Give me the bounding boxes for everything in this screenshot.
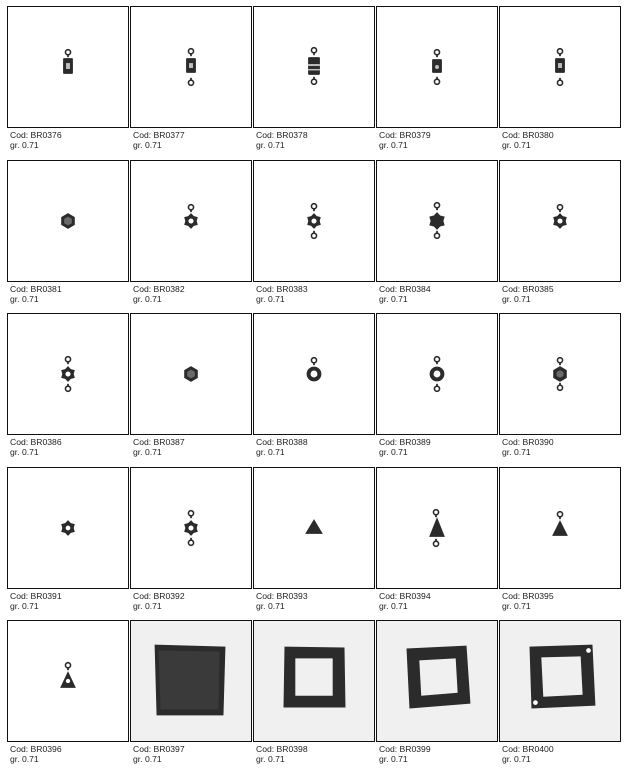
product-card bbox=[376, 467, 499, 620]
product-image bbox=[8, 621, 128, 741]
product-caption bbox=[379, 130, 431, 150]
product-card bbox=[376, 620, 499, 773]
product-code: Cod: BR0385 bbox=[502, 283, 554, 294]
product-image bbox=[131, 468, 251, 588]
product-image bbox=[8, 161, 128, 281]
product-card bbox=[130, 313, 253, 466]
product-card bbox=[7, 467, 130, 620]
product-weight: gr. 0.71 bbox=[10, 447, 39, 457]
product-weight: gr. 0.71 bbox=[502, 754, 531, 764]
product-photo-frame bbox=[499, 620, 621, 742]
product-caption bbox=[502, 130, 554, 150]
product-caption bbox=[133, 437, 185, 457]
product-code: Cod: BR0391 bbox=[10, 590, 62, 601]
product-weight: gr. 0.71 bbox=[10, 754, 39, 764]
catalog-row bbox=[7, 6, 622, 160]
product-image bbox=[500, 468, 620, 588]
product-photo-frame bbox=[499, 6, 621, 128]
product-image bbox=[131, 314, 251, 434]
product-code: Cod: BR0400 bbox=[502, 744, 554, 754]
product-code: Cod: BR0382 bbox=[133, 283, 185, 294]
product-card bbox=[253, 467, 376, 620]
product-card bbox=[130, 620, 253, 773]
product-caption bbox=[502, 591, 554, 611]
product-caption bbox=[379, 744, 431, 764]
product-card bbox=[499, 313, 622, 466]
product-photo-frame bbox=[376, 6, 498, 128]
product-code: Cod: BR0381 bbox=[10, 283, 62, 294]
product-code: Cod: BR0380 bbox=[502, 130, 554, 140]
product-weight: gr. 0.71 bbox=[502, 600, 531, 611]
product-code: Cod: BR0377 bbox=[133, 130, 185, 140]
product-card bbox=[499, 160, 622, 313]
product-card bbox=[253, 313, 376, 466]
product-card bbox=[7, 620, 130, 773]
catalog-grid bbox=[7, 6, 622, 774]
product-card bbox=[499, 620, 622, 773]
product-caption bbox=[256, 591, 308, 611]
product-image bbox=[8, 314, 128, 434]
product-card bbox=[7, 6, 130, 159]
product-weight: gr. 0.71 bbox=[502, 447, 531, 457]
product-weight: gr. 0.71 bbox=[133, 447, 162, 457]
product-image bbox=[254, 621, 374, 741]
catalog-row bbox=[7, 467, 622, 621]
product-image bbox=[500, 7, 620, 127]
product-caption bbox=[379, 591, 431, 611]
catalog-row bbox=[7, 620, 622, 774]
product-weight: gr. 0.71 bbox=[379, 293, 408, 304]
product-photo-frame bbox=[253, 620, 375, 742]
product-photo-frame bbox=[130, 160, 252, 282]
product-photo-frame bbox=[499, 313, 621, 435]
product-code: Cod: BR0386 bbox=[10, 437, 62, 447]
product-caption bbox=[133, 744, 185, 764]
product-weight: gr. 0.71 bbox=[379, 600, 408, 611]
product-image bbox=[377, 314, 497, 434]
product-photo-frame bbox=[253, 467, 375, 589]
product-image bbox=[500, 621, 620, 741]
product-code: Cod: BR0379 bbox=[379, 130, 431, 140]
product-photo-frame bbox=[376, 467, 498, 589]
product-card bbox=[376, 313, 499, 466]
product-caption bbox=[133, 284, 185, 304]
product-image bbox=[131, 161, 251, 281]
product-code: Cod: BR0388 bbox=[256, 437, 308, 447]
product-image bbox=[254, 161, 374, 281]
product-photo-frame bbox=[376, 620, 498, 742]
product-code: Cod: BR0383 bbox=[256, 283, 308, 294]
product-photo-frame bbox=[253, 160, 375, 282]
product-card bbox=[130, 6, 253, 159]
product-weight: gr. 0.71 bbox=[133, 754, 162, 764]
product-photo-frame bbox=[7, 160, 129, 282]
product-image bbox=[500, 161, 620, 281]
product-image bbox=[131, 7, 251, 127]
product-photo-frame bbox=[130, 313, 252, 435]
product-photo-frame bbox=[7, 620, 129, 742]
product-weight: gr. 0.71 bbox=[10, 140, 39, 150]
product-weight: gr. 0.71 bbox=[133, 293, 162, 304]
product-code: Cod: BR0397 bbox=[133, 744, 185, 754]
product-photo-frame bbox=[7, 6, 129, 128]
product-photo-frame bbox=[376, 160, 498, 282]
product-weight: gr. 0.71 bbox=[256, 754, 285, 764]
product-weight: gr. 0.71 bbox=[256, 600, 285, 611]
product-code: Cod: BR0396 bbox=[10, 744, 62, 754]
product-weight: gr. 0.71 bbox=[502, 293, 531, 304]
product-image bbox=[377, 468, 497, 588]
product-photo-frame bbox=[499, 160, 621, 282]
product-image bbox=[500, 314, 620, 434]
product-card bbox=[376, 6, 499, 159]
product-weight: gr. 0.71 bbox=[379, 754, 408, 764]
product-caption bbox=[133, 591, 185, 611]
product-card bbox=[253, 6, 376, 159]
product-photo-frame bbox=[253, 313, 375, 435]
product-weight: gr. 0.71 bbox=[256, 140, 285, 150]
product-caption bbox=[379, 437, 431, 457]
product-weight: gr. 0.71 bbox=[10, 600, 39, 611]
product-image bbox=[377, 621, 497, 741]
product-code: Cod: BR0394 bbox=[379, 590, 431, 601]
product-card bbox=[253, 160, 376, 313]
product-caption bbox=[10, 591, 62, 611]
product-caption bbox=[379, 284, 431, 304]
product-image bbox=[8, 468, 128, 588]
product-caption bbox=[10, 744, 62, 764]
product-code: Cod: BR0399 bbox=[379, 744, 431, 754]
product-card bbox=[130, 160, 253, 313]
product-image bbox=[8, 7, 128, 127]
product-code: Cod: BR0390 bbox=[502, 437, 554, 447]
product-image bbox=[131, 621, 251, 741]
product-code: Cod: BR0398 bbox=[256, 744, 308, 754]
product-photo-frame bbox=[7, 467, 129, 589]
product-weight: gr. 0.71 bbox=[133, 600, 162, 611]
product-caption bbox=[133, 130, 185, 150]
product-image bbox=[254, 314, 374, 434]
product-code: Cod: BR0378 bbox=[256, 130, 308, 140]
product-code: Cod: BR0387 bbox=[133, 437, 185, 447]
product-photo-frame bbox=[253, 6, 375, 128]
product-photo-frame bbox=[130, 620, 252, 742]
product-card bbox=[499, 6, 622, 159]
product-weight: gr. 0.71 bbox=[256, 447, 285, 457]
product-code: Cod: BR0395 bbox=[502, 590, 554, 601]
product-photo-frame bbox=[376, 313, 498, 435]
product-weight: gr. 0.71 bbox=[133, 140, 162, 150]
product-card bbox=[499, 467, 622, 620]
product-caption bbox=[256, 437, 308, 457]
product-image bbox=[377, 161, 497, 281]
product-caption bbox=[502, 437, 554, 457]
product-code: Cod: BR0389 bbox=[379, 437, 431, 447]
product-code: Cod: BR0384 bbox=[379, 283, 431, 294]
product-caption bbox=[10, 437, 62, 457]
catalog-row bbox=[7, 313, 622, 467]
product-image bbox=[254, 468, 374, 588]
product-card bbox=[130, 467, 253, 620]
product-card bbox=[253, 620, 376, 773]
product-weight: gr. 0.71 bbox=[502, 140, 531, 150]
product-weight: gr. 0.71 bbox=[379, 447, 408, 457]
product-image bbox=[254, 7, 374, 127]
product-caption bbox=[10, 130, 62, 150]
catalog-row bbox=[7, 160, 622, 314]
product-photo-frame bbox=[130, 467, 252, 589]
product-caption bbox=[502, 284, 554, 304]
product-code: Cod: BR0376 bbox=[10, 130, 62, 140]
product-card bbox=[7, 313, 130, 466]
product-photo-frame bbox=[130, 6, 252, 128]
product-card bbox=[376, 160, 499, 313]
product-weight: gr. 0.71 bbox=[10, 293, 39, 304]
product-weight: gr. 0.71 bbox=[379, 140, 408, 150]
product-photo-frame bbox=[7, 313, 129, 435]
product-photo-frame bbox=[499, 467, 621, 589]
product-code: Cod: BR0392 bbox=[133, 590, 185, 601]
product-weight: gr. 0.71 bbox=[256, 293, 285, 304]
product-card bbox=[7, 160, 130, 313]
product-caption bbox=[256, 744, 308, 764]
product-caption bbox=[502, 744, 554, 764]
product-caption bbox=[256, 284, 308, 304]
product-image bbox=[377, 7, 497, 127]
product-caption bbox=[256, 130, 308, 150]
product-code: Cod: BR0393 bbox=[256, 590, 308, 601]
product-caption bbox=[10, 284, 62, 304]
